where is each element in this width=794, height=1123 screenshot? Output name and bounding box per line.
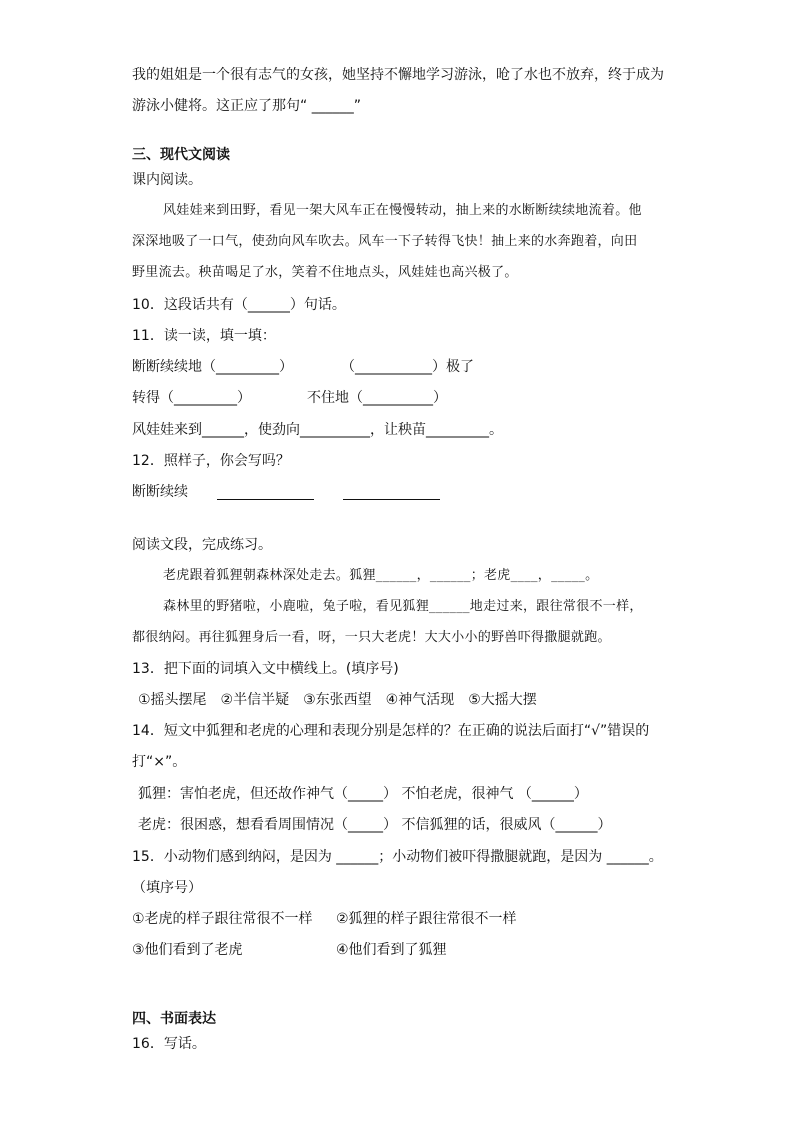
section-3-subtitle-2: 阅读文段，完成练习。 <box>132 537 272 553</box>
question-11: 11．读一读，填一填： <box>132 328 276 344</box>
q15-option-3: ③他们看到了老虎 <box>132 942 243 958</box>
q12-example-word: 断断续续 <box>132 484 188 500</box>
passage-2-line-2: 森林里的野猪啦，小鹿啦，兔子啦，看见狐狸______地走过来，跟往常很不一样， <box>163 599 643 614</box>
question-16: 16．写话。 <box>132 1036 206 1052</box>
passage-2-line-1: 老虎跟着狐狸朝森林深处走去。狐狸______，______；老虎____，_____。 <box>163 568 599 583</box>
question-14-line-2: 打“×”。 <box>132 754 187 770</box>
question-13: 13．把下面的词填入文中横线上。(填序号) <box>132 661 399 677</box>
passage-2-line-3: 都很纳闷。再往狐狸身后一看，呀，一只大老虎！大大小小的野兽吓得撒腿就跑。 <box>132 630 611 645</box>
q11-row1-right: （___________）极了 <box>341 359 474 375</box>
q14-tiger: 老虎：很困惑，想看看周围情况（_____） 不信狐狸的话，很威风（______） <box>138 817 612 833</box>
q13-options: ①摇头摆尾 ②半信半疑 ③东张西望 ④神气活现 ⑤大摇大摆 <box>138 692 537 708</box>
q15-option-1: ①老虎的样子跟往常很不一样 <box>132 911 313 927</box>
passage-1-line-1: 风娃娃来到田野，看见一架大风车正在慢慢转动，抽上来的水断断续续地流着。他 <box>163 203 642 218</box>
q11-row1-left: 断断续续地（_________） <box>132 359 293 375</box>
passage-1-line-3: 野里流去。秧苗喝足了水，笑着不住地点头，风娃娃也高兴极了。 <box>132 265 518 280</box>
q11-row2-left: 转得（_________） <box>132 390 251 406</box>
q12-answer-line-1[interactable] <box>217 499 314 500</box>
intro-line-1: 我的姐姐是一个很有志气的女孩，她坚持不懈地学习游泳，呛了水也不放弃，终于成为 <box>132 67 664 83</box>
section-4-title: 四、书面表达 <box>132 1011 216 1027</box>
q14-fox: 狐狸：害怕老虎，但还故作神气（_____） 不怕老虎，很神气 （______） <box>138 786 588 802</box>
question-15-line-2: （填序号） <box>132 880 202 896</box>
question-10: 10．这段话共有（______）句话。 <box>132 297 346 313</box>
question-12: 12．照样子，你会写吗？ <box>132 453 290 469</box>
section-3-title: 三、现代文阅读 <box>132 147 230 163</box>
q11-row3: 风娃娃来到______，使劲向__________，让秧苗_________。 <box>132 422 503 438</box>
q15-option-2: ②狐狸的样子跟往常很不一样 <box>336 911 517 927</box>
q12-answer-line-2[interactable] <box>343 499 440 500</box>
q15-option-4: ④他们看到了狐狸 <box>336 942 447 958</box>
q11-row2-right: 不住地（__________） <box>307 390 447 406</box>
section-3-subtitle: 课内阅读。 <box>132 172 202 188</box>
passage-1-line-2: 深深地吸了一口气，使劲向风车吹去。风车一下子转得飞快！抽上来的水奔跑着，向田 <box>132 234 638 249</box>
question-14-line-1: 14．短文中狐狸和老虎的心理和表现分别是怎样的？在正确的说法后面打“√”错误的 <box>132 723 650 739</box>
question-15-line-1: 15．小动物们感到纳闷，是因为 ______；小动物们被吓得撒腿就跑，是因为 ______。 <box>132 849 663 865</box>
intro-line-2: 游泳小健将。这正应了那句“ ______” <box>132 98 361 114</box>
